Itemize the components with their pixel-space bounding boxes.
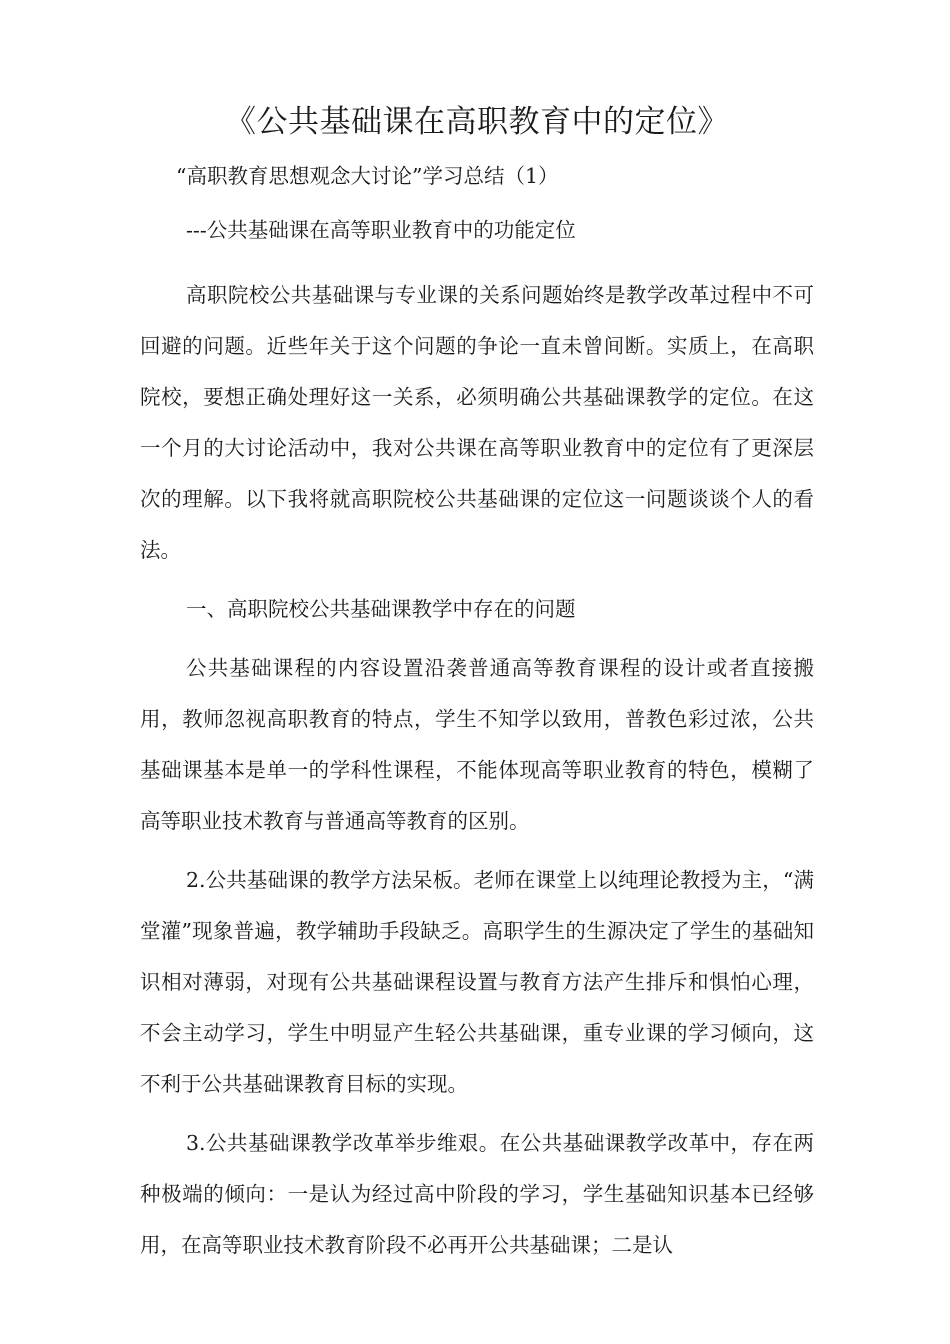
- paragraph-content-setting: 公共基础课程的内容设置沿袭普通高等教育课程的设计或者直接搬用，教师忽视高职教育的特点，学生不知学以致用，普教色彩过浓，公共基础课基本是单一的学科性课程，不能体现高等职业教育的特色，模糊了高等职业技术教育与普通高等教育的区别。: [140, 656, 814, 833]
- document-subheading: ---公共基础课在高等职业教育中的功能定位: [186, 218, 576, 242]
- section-heading-problems: 一、高职院校公共基础课教学中存在的问题: [186, 597, 576, 621]
- paragraph-teaching-reform: 3.公共基础课教学改革举步维艰。在公共基础课教学改革中，存在两种极端的倾向：一是认为经过高中阶段的学习，学生基础知识基本已经够用，在高等职业技术教育阶段不必再开公共基础课；二是认: [140, 1131, 814, 1257]
- document-title: 《公共基础课在高职教育中的定位》: [225, 104, 729, 140]
- document-subtitle: “高职教育思想观念大讨论”学习总结（1）: [176, 164, 559, 188]
- paragraph-teaching-method: 2.公共基础课的教学方法呆板。老师在课堂上以纯理论教授为主，“满堂灌”现象普遍，教学辅助手段缺乏。高职学生的生源决定了学生的基础知识相对薄弱，对现有公共基础课程设置与教育方法产生排斥和惧怕心理，不会主动学习，学生中明显产生轻公共基础课，重专业课的学习倾向，这不利于公共基础课教育目标的实现。: [140, 868, 814, 1096]
- paragraph-intro: 高职院校公共基础课与专业课的关系问题始终是教学改革过程中不可回避的问题。近些年关于这个问题的争论一直未曾间断。实质上，在高职院校，要想正确处理好这一关系，必须明确公共基础课教学的定位。在这一个月的大讨论活动中，我对公共课在高等职业教育中的定位有了更深层次的理解。以下我将就高职院校公共基础课的定位这一问题谈谈个人的看法。: [140, 283, 814, 562]
